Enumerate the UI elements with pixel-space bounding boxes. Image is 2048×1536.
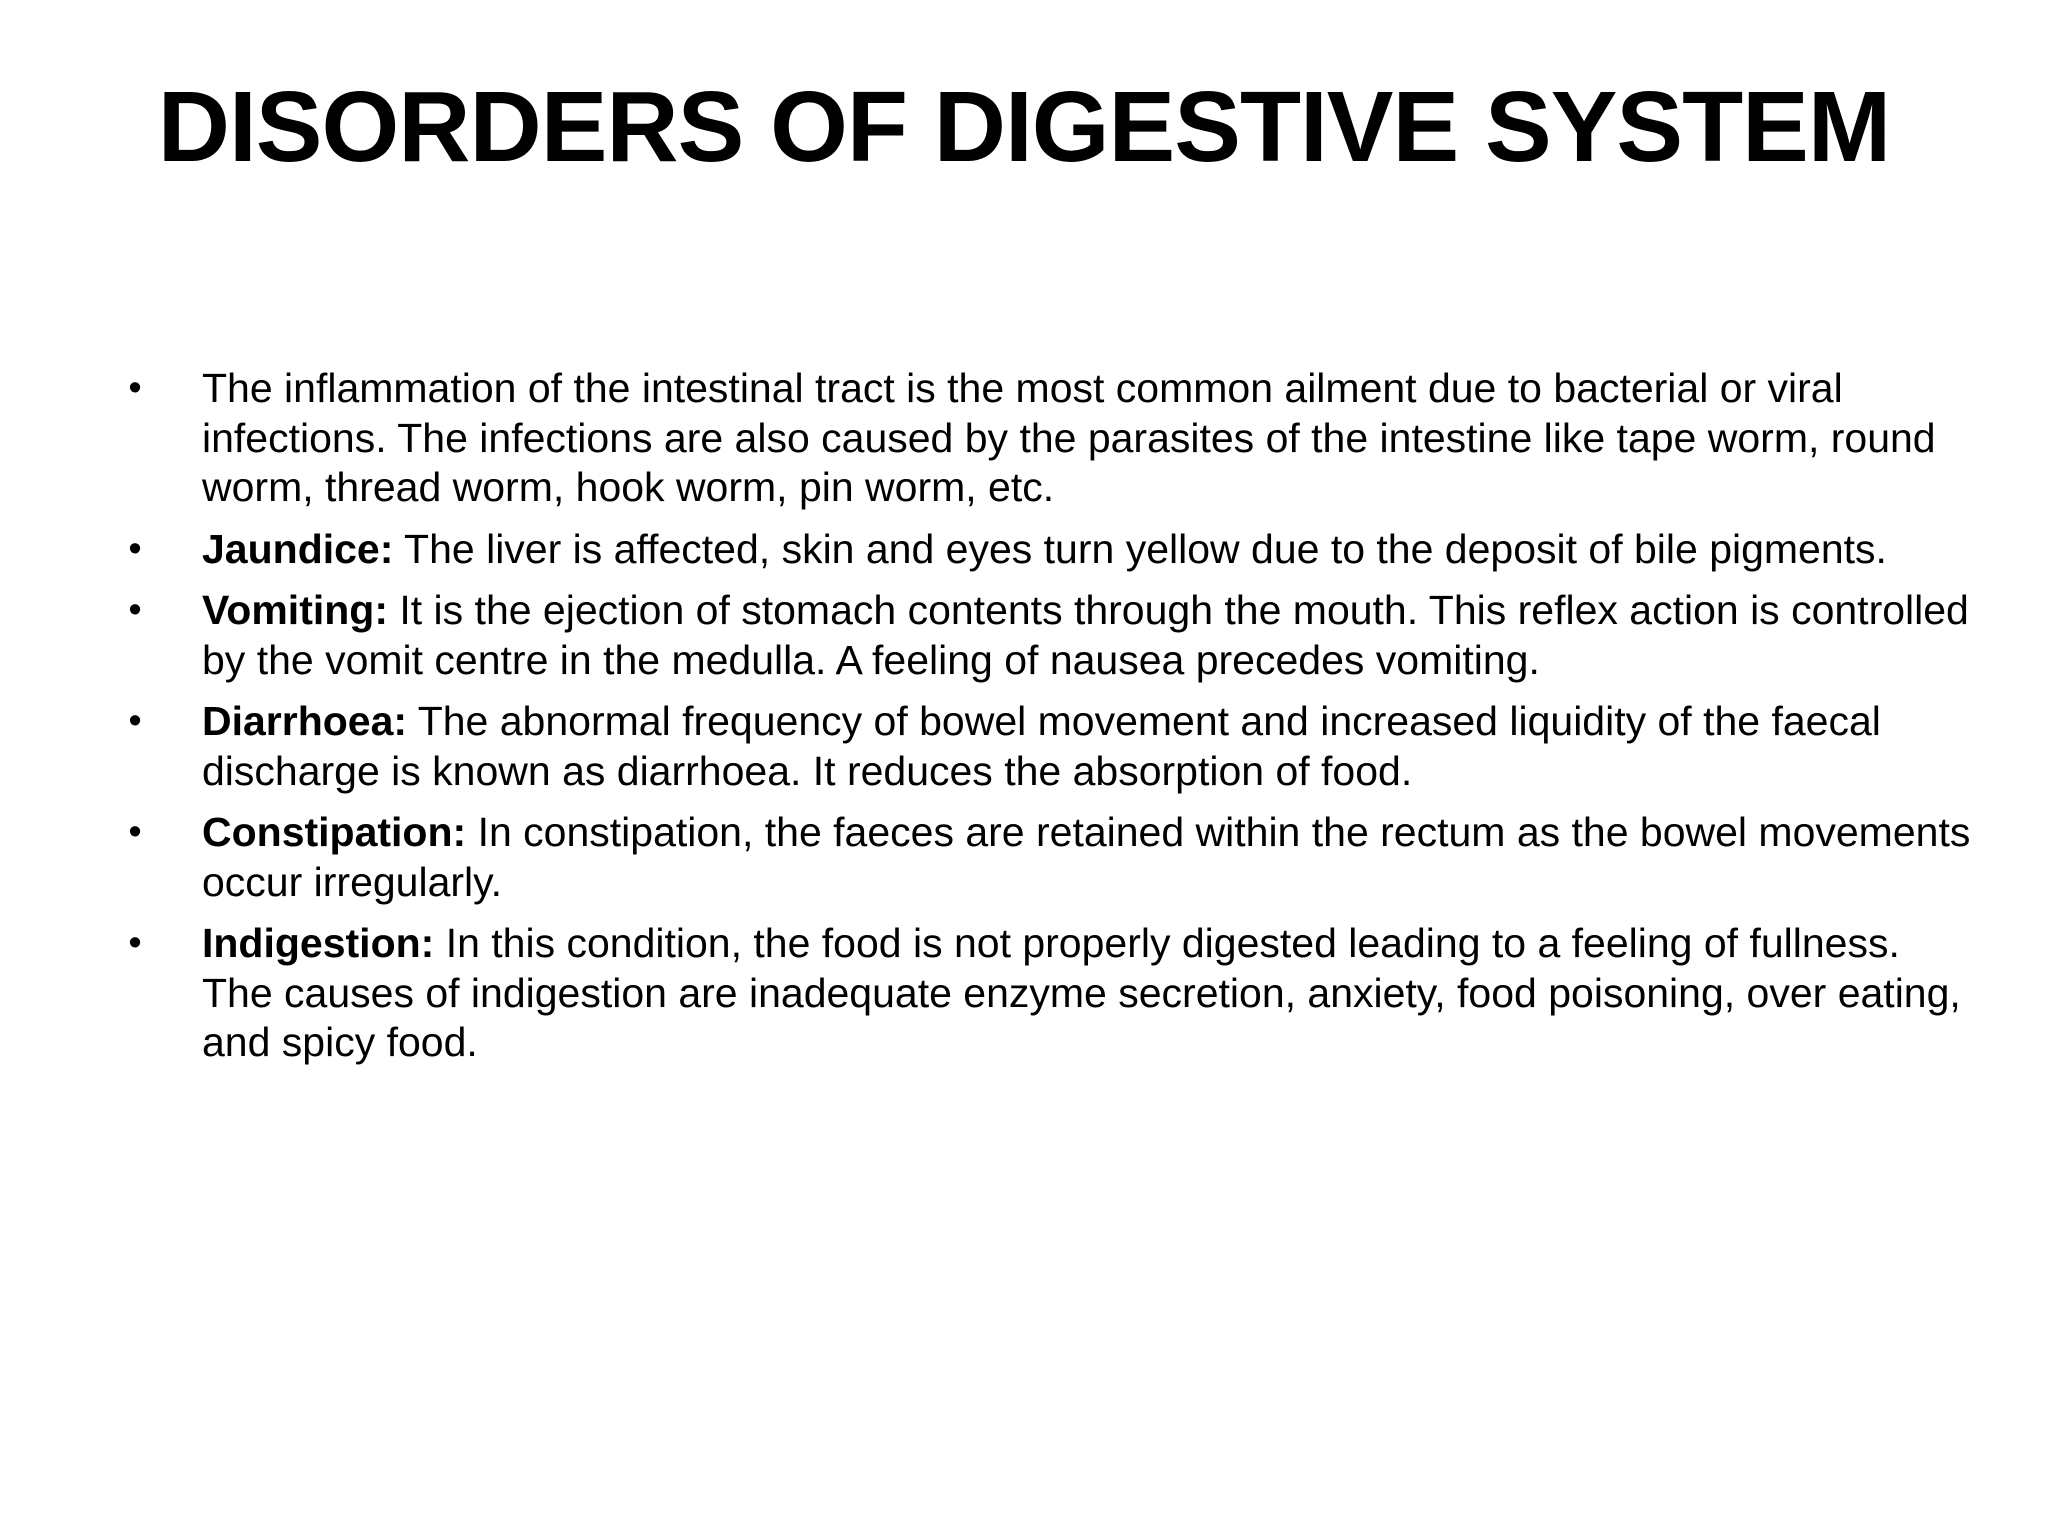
bullet-text: The liver is affected, skin and eyes turn yellow due to the deposit of bile pigments. <box>393 525 1887 572</box>
bullet-icon: • <box>128 700 142 742</box>
bullet-term: Diarrhoea: <box>202 698 408 744</box>
bullet-text: In this condition, the food is not properly digested leading to a feeling of fullness. The causes of indigestion are inadequate enzyme secretion, anxiety, food poisoning, over eating, and spicy food. <box>202 920 1961 1065</box>
list-item-jaundice <box>120 525 1980 575</box>
list-item-diarrhoea <box>120 697 1980 796</box>
bullet-text: It is the ejection of stomach contents through the mouth. This reflex action is controlled by the vomit centre in the medulla. A feeling of nausea precedes vomiting. <box>202 587 1969 683</box>
bullet-text: The abnormal frequency of bowel movement and increased liquidity of the faecal discharge is known as diarrhoea. It reduces the absorption of food. <box>202 698 1881 794</box>
bullet-icon: • <box>128 922 142 964</box>
bullet-icon: • <box>128 811 142 853</box>
list-item-vomiting <box>120 586 1980 685</box>
list-item-constipation <box>120 808 1980 907</box>
bullet-icon: • <box>128 589 142 631</box>
bullet-term: Jaundice: <box>202 525 394 572</box>
bullet-list <box>120 364 1980 1080</box>
bullet-icon: • <box>128 367 142 409</box>
bullet-text: In constipation, the faeces are retained within the rectum as the bowel movements occur irregularly. <box>202 809 1971 905</box>
slide-title: DISORDERS OF DIGESTIVE SYSTEM <box>157 71 1891 183</box>
bullet-icon: • <box>128 527 142 570</box>
bullet-text: The inflammation of the intestinal tract is the most common ailment due to bacterial or viral infections. The infections are also caused by the parasites of the intestine like tape worm, round worm, thread worm, hook worm, pin worm, etc. <box>202 365 1936 510</box>
bullet-term: Vomiting: <box>202 587 388 633</box>
list-item-intestinal-inflammation <box>120 364 1980 513</box>
bullet-term: Constipation: <box>202 809 467 855</box>
bullet-term: Indigestion: <box>202 920 435 966</box>
list-item-indigestion <box>120 919 1980 1068</box>
